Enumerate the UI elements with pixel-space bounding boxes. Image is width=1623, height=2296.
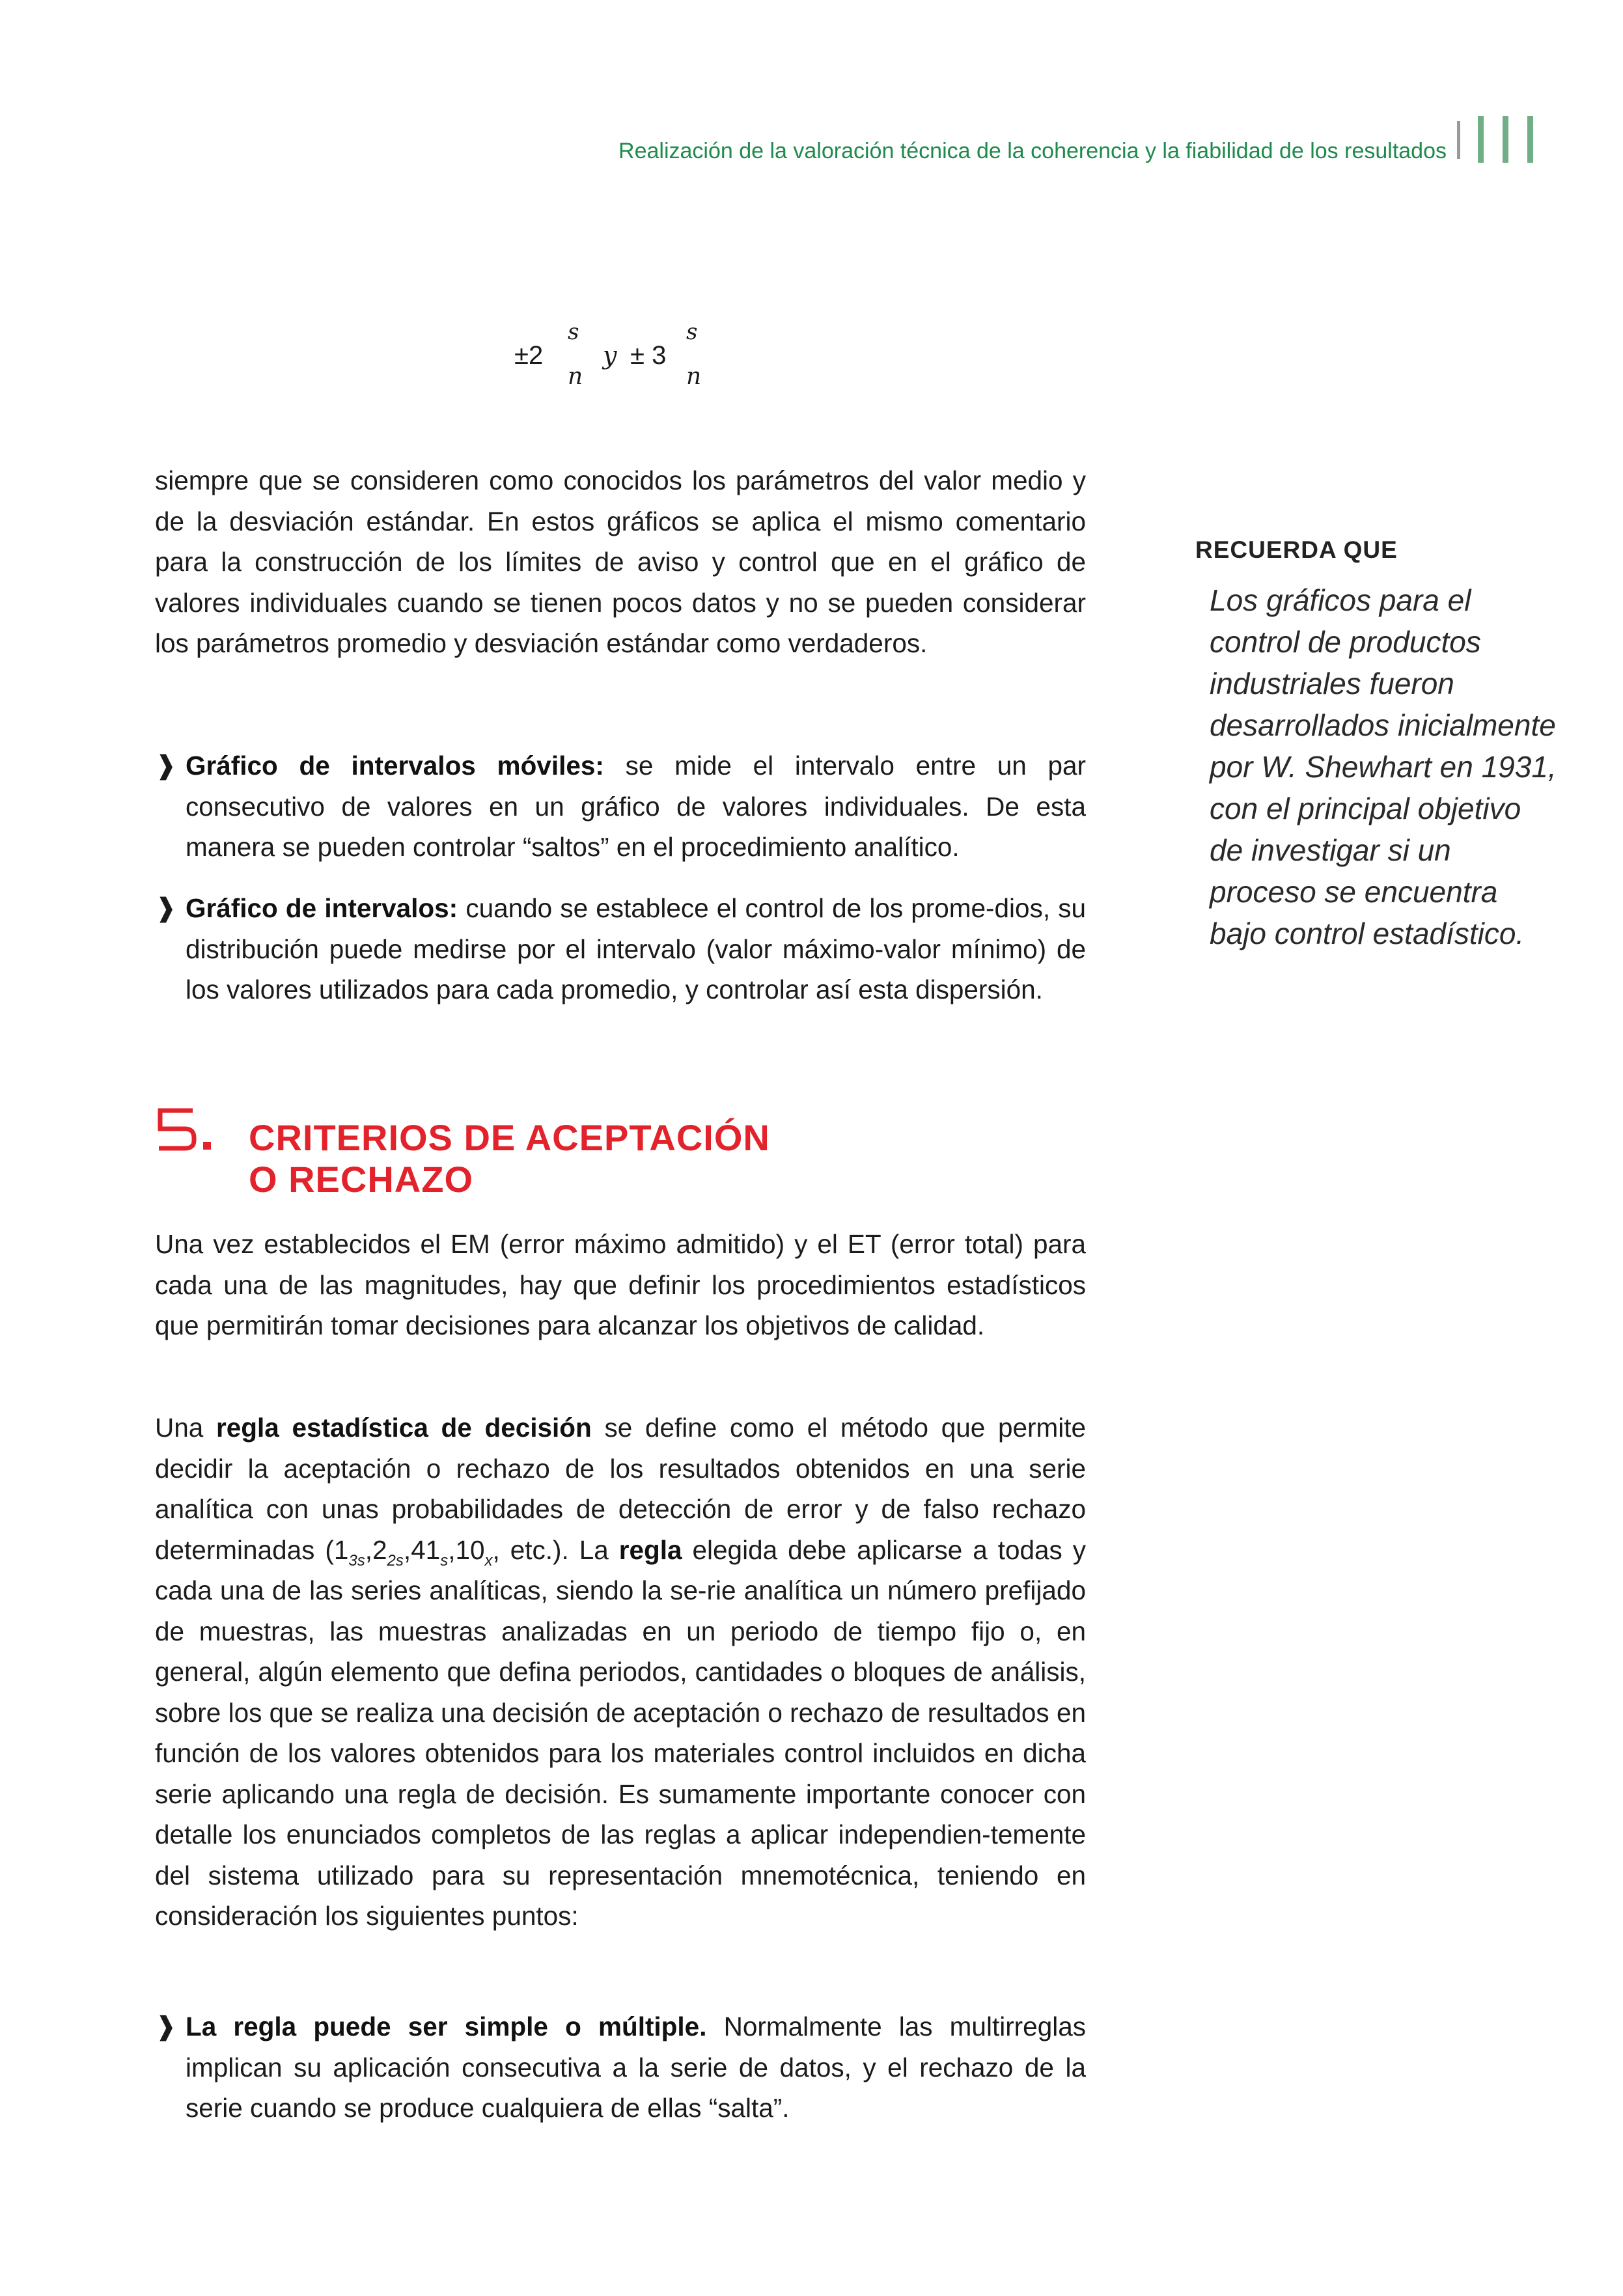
bullet-ranges — [155, 888, 1086, 1010]
sidebar-title: RECUERDA QUE — [1195, 536, 1398, 563]
formula-n1: n — [568, 363, 583, 390]
bullet-mark: ❱ — [155, 2012, 177, 2041]
term-rule: regla — [618, 1534, 682, 1565]
bullet-mark: ❱ — [155, 894, 177, 922]
bullet-text: Normalmente las multirreglas implican su aplicación consecutiva a la serie de datos, y el rechazo de la serie cuando se produce cualquiera de ellas “salta”. — [186, 2012, 1086, 2123]
section-title-line1: CRITERIOS DE ACEPTACIÓN — [249, 1117, 770, 1158]
running-header: Realización de la valoración técnica de la coherencia y la fiabilidad de los resultados — [618, 139, 1447, 163]
section-title — [249, 1117, 965, 1200]
section-title-line2: O RECHAZO — [249, 1159, 473, 1200]
header-decoration-bars — [1457, 116, 1561, 163]
bullet-simple-or-multiple — [155, 2006, 1086, 2129]
term-decision-rule: regla estadística de decisión — [216, 1413, 592, 1443]
formula-n2: n — [686, 363, 702, 390]
control-limits-formula — [514, 319, 749, 417]
formula-y: y — [603, 341, 617, 370]
bullet-term: La regla puede ser simple o múltiple. — [186, 2012, 707, 2041]
formula-pm2: ±2 — [514, 341, 544, 370]
section-paragraph-2: Una regla estadística de decisión se define como el método que permite decidir la aceptación o rechazo de los resultados obtenidos en una serie analítica con unas probabilidades de detección de error y de falso rechazo determinadas ($1_{3s},2_{2s},41_s,10_x$, etc.). La regla elegida debe aplicarse a todas y cada una de las series analíticas, siendo la se-rie analítica un número prefijado de muestras, las muestras analizadas en un periodo de tiempo fijo o, en general, algún elemento que defina periodos, cantidades o bloques de análisis, sobre los que se realiza una decisión de aceptación o rechazo de resultados en función de los valores obtenidos para los materiales control incluidos en dicha serie aplicando una regla de decisión. Es sumamente importante conocer con detalle los enunciados completos de las reglas a aplicar independien-temente del sistema utilizado para su representación mnemotécnica, teniendo en consideración los siguientes puntos: — [155, 1413, 1087, 1931]
section-paragraph-1: Una vez establecidos el EM (error máximo admitido) y el ET (error total) para cada una de las magnitudes, hay que definir los procedimientos estadísticos que permitirán tomar decisiones para alcanzar los objetivos de calidad. — [155, 1229, 1086, 1340]
section-number-graphic — [155, 1107, 233, 1152]
bullet-text: se mide el intervalo entre un par consecutivo de valores en un gráfico de valores individuales. De esta manera se pueden controlar “saltos” en el procedimiento analítico. — [186, 751, 1086, 862]
bullet-mark: ❱ — [155, 751, 177, 780]
formula-pm3: ± 3 — [630, 341, 667, 370]
formula-s1: s — [568, 319, 579, 345]
intro-paragraph: siempre que se consideren como conocidos los parámetros del valor medio y de la desviación estándar. En estos gráficos se aplica el mismo comentario para la construcción de los límites de aviso y control que en el gráfico de valores individuales cuando se tienen pocos datos y no se pueden considerar los parámetros promedio y desviación estándar como verdaderos. — [155, 465, 1086, 658]
sidebar-note: Los gráficos para el control de productos industriales fueron desarrollados inicialmente por W. Shewhart en 1931, con el principal objetivo de investigar si un proceso se encuentra bajo control estadístico. — [1210, 583, 1557, 950]
bullet-term: Gráfico de intervalos móviles: — [186, 751, 604, 781]
bullet-term: Gráfico de intervalos: — [186, 893, 458, 923]
formula-s2: s — [686, 319, 698, 345]
bullet-text: cuando se establece el control de los prome-dios, su distribución puede medirse por el intervalo (valor máximo-valor mínimo) de los valores utilizados para cada promedio, y controlar así esta dispersión. — [186, 893, 1087, 1004]
bullet-moving-ranges — [155, 745, 1086, 868]
